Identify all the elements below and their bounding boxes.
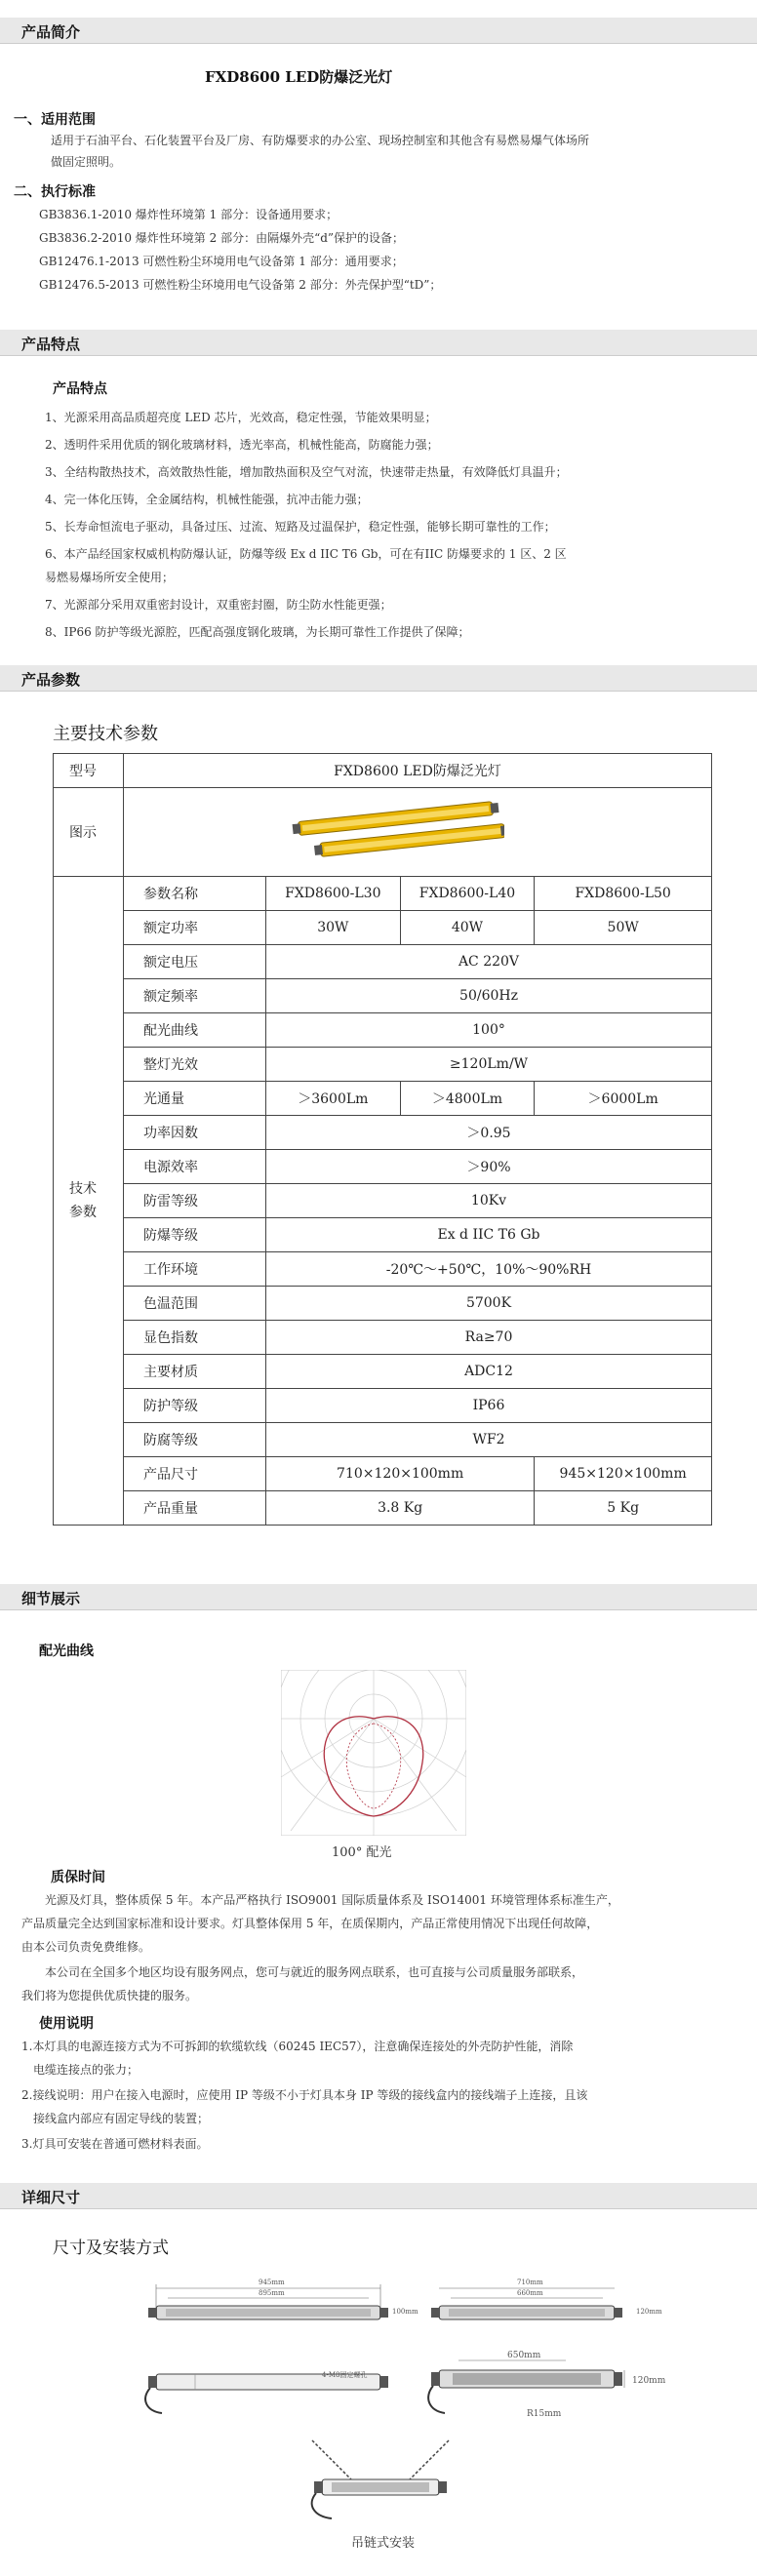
standard-heading: 二、执行标准	[14, 184, 96, 200]
param-label: 显色指数	[124, 1321, 266, 1355]
tech-params-label	[54, 877, 124, 1526]
param-value: WF2	[266, 1423, 712, 1457]
light-distribution-diagram	[281, 1670, 466, 1836]
spec-heading: 主要技术参数	[53, 724, 158, 744]
scope-line: 做固定照明。	[51, 155, 122, 169]
warranty-heading: 质保时间	[51, 1870, 105, 1885]
feature-item: 8、IP66 防护等级光源腔，匹配高强度钢化玻璃，为长期可靠性工作提供了保障；	[45, 625, 470, 639]
dim-895: 895mm	[259, 2289, 285, 2297]
weight-value: 5 Kg	[535, 1491, 712, 1526]
weight-value: 3.8 Kg	[266, 1491, 535, 1526]
section-features-header	[0, 330, 757, 356]
section-title: 产品特点	[21, 336, 81, 353]
flux-value: ＞6000Lm	[535, 1082, 712, 1116]
power-value: 50W	[535, 911, 712, 945]
power-value: 40W	[400, 911, 535, 945]
scope-heading: 一、适用范围	[14, 112, 96, 128]
light-curve-heading: 配光曲线	[39, 1644, 94, 1659]
usage-line: 电缆连接点的张力；	[33, 2063, 139, 2077]
param-value: ADC12	[266, 1355, 712, 1389]
chain-installation-drawing	[293, 2435, 468, 2522]
param-value: ＞90%	[266, 1150, 712, 1184]
section-title: 产品简介	[21, 23, 81, 41]
dim-710: 710mm	[517, 2279, 543, 2286]
param-name-label: 参数名称	[124, 877, 266, 911]
section-details-header	[0, 1584, 757, 1610]
dim-120-side: 120mm	[632, 2376, 666, 2386]
usage-line: 接线盒内部应有固定导线的装置；	[33, 2112, 210, 2125]
product-image-cell	[124, 788, 712, 877]
light-curve-caption: 100° 配光	[332, 1845, 392, 1860]
product-title: FXD8600 LED防爆泛光灯	[205, 68, 393, 86]
param-label: 色温范围	[124, 1287, 266, 1321]
param-label: 电源效率	[124, 1150, 266, 1184]
usage-line: 3.灯具可安装在普通可燃材料表面。	[21, 2137, 209, 2151]
model-l40: FXD8600-L40	[400, 877, 535, 911]
param-label: 主要材质	[124, 1355, 266, 1389]
standard-line: GB12476.1-2013 可燃性粉尘环境用电气设备第 1 部分：通用要求；	[39, 255, 404, 268]
image-label: 图示	[54, 788, 124, 877]
warranty-line: 本公司在全国多个地区均设有服务网点，您可与就近的服务网点联系，也可直接与公司质量服务部联系，	[45, 1965, 584, 1979]
weight-label: 产品重量	[124, 1491, 266, 1526]
spec-table	[53, 753, 712, 1526]
param-label: 整灯光效	[124, 1048, 266, 1082]
warranty-line: 光源及灯具，整体质保 5 年。本产品严格执行 ISO9001 国际质量体系及 ISO14001 环境管理体系标准生产，	[45, 1893, 619, 1907]
model-l50: FXD8600-L50	[535, 877, 712, 911]
param-value: AC 220V	[266, 945, 712, 979]
feature-item: 1、光源采用高品质超亮度 LED 芯片，光效高，稳定性强，节能效果明显；	[45, 411, 437, 424]
feature-item: 5、长寿命恒流电子驱动，具备过压、过流、短路及过温保护，稳定性强，能够长期可靠性的工作；	[45, 520, 556, 534]
section-dimensions-header	[0, 2183, 757, 2209]
param-value: 5700K	[266, 1287, 712, 1321]
param-value: 100°	[266, 1013, 712, 1048]
dimensions-heading: 尺寸及安装方式	[53, 2239, 169, 2258]
standard-line: GB3836.1-2010 爆炸性环境第 1 部分：设备通用要求；	[39, 208, 339, 221]
power-value: 30W	[266, 911, 401, 945]
feature-item: 易燃易爆场所安全使用；	[45, 571, 175, 584]
dim-945: 945mm	[259, 2279, 285, 2286]
dim-660: 660mm	[517, 2289, 543, 2297]
flux-value: ＞3600Lm	[266, 1082, 401, 1116]
param-label: 配光曲线	[124, 1013, 266, 1048]
param-label: 功率因数	[124, 1116, 266, 1150]
standard-line: GB12476.5-2013 可燃性粉尘环境用电气设备第 2 部分：外壳保护型“tD”；	[39, 278, 442, 292]
param-label: 防爆等级	[124, 1218, 266, 1252]
param-value: ＞0.95	[266, 1116, 712, 1150]
standard-line: GB3836.2-2010 爆炸性环境第 2 部分：由隔爆外壳“d”保护的设备；	[39, 231, 405, 245]
param-value: Ex d IIC T6 Gb	[266, 1218, 712, 1252]
param-label: 防雷等级	[124, 1184, 266, 1218]
section-title: 细节展示	[21, 1590, 81, 1607]
section-intro-header	[0, 18, 757, 44]
param-value: Ra≥70	[266, 1321, 712, 1355]
feature-item: 6、本产品经国家权威机构防爆认证，防爆等级 Ex d IIC T6 Gb，可在有IIC 防爆要求的 1 区、2 区	[45, 547, 567, 561]
size-label: 产品尺寸	[124, 1457, 266, 1491]
param-label: 额定频率	[124, 979, 266, 1013]
param-value: ≥120Lm/W	[266, 1048, 712, 1082]
warranty-line: 产品质量完全达到国家标准和设计要求。灯具整体保用 5 年，在质保期内，产品正常使用情况下出现任何故障，	[21, 1917, 599, 1930]
product-image	[290, 798, 504, 866]
param-label: 额定电压	[124, 945, 266, 979]
param-label: 防腐等级	[124, 1423, 266, 1457]
model-value: FXD8600 LED防爆泛光灯	[124, 754, 712, 788]
tech-label-1: 技术	[69, 1181, 97, 1197]
size-value: 710×120×100mm	[266, 1457, 535, 1491]
flux-label: 光通量	[124, 1082, 266, 1116]
section-title: 详细尺寸	[21, 2189, 81, 2206]
feature-item: 7、光源部分采用双重密封设计，双重密封圈，防尘防水性能更强；	[45, 598, 392, 612]
scope-line: 适用于石油平台、石化装置平台及厂房、有防爆要求的办公室、现场控制室和其他含有易燃易爆气体场所	[51, 134, 590, 147]
feature-item: 3、全结构散热技术，高效散热性能，增加散热面积及空气对流，快速带走热量，有效降低灯具温升；	[45, 465, 568, 479]
param-value: 10Kv	[266, 1184, 712, 1218]
usage-line: 2.接线说明：用户在接入电源时，应使用 IP 等级不小于灯具本身 IP 等级的接线盒内的接线端子上连接，且该	[21, 2088, 588, 2102]
screw-note: 4-M8固定螺孔	[322, 2371, 368, 2379]
model-l30: FXD8600-L30	[266, 877, 401, 911]
param-label: 工作环境	[124, 1252, 266, 1287]
flux-value: ＞4800Lm	[400, 1082, 535, 1116]
usage-line: 1.本灯具的电源连接方式为不可拆卸的软缆软线（60245 IEC57），注意确保连接处的外壳防护性能，消除	[21, 2040, 574, 2053]
size-value: 945×120×100mm	[535, 1457, 712, 1491]
dim-650: 650mm	[507, 2351, 541, 2360]
dim-r15: R15mm	[527, 2409, 562, 2419]
param-value: IP66	[266, 1389, 712, 1423]
warranty-line: 由本公司负责免费维修。	[21, 1940, 151, 1954]
tech-label-2: 参数	[69, 1205, 97, 1220]
param-value: 50/60Hz	[266, 979, 712, 1013]
dimension-drawing-side	[137, 2360, 400, 2419]
dim-120: 120mm	[636, 2308, 662, 2316]
feature-item: 2、透明件采用优质的钢化玻璃材料，透光率高，机械性能高，防腐能力强；	[45, 438, 439, 452]
features-heading: 产品特点	[53, 381, 107, 397]
section-title: 产品参数	[21, 671, 81, 689]
param-value: -20℃～+50℃，10%～90%RH	[266, 1252, 712, 1287]
model-label: 型号	[54, 754, 124, 788]
feature-item: 4、完一体化压铸，全金属结构，机械性能强，抗冲击能力强；	[45, 493, 369, 506]
usage-heading: 使用说明	[39, 2016, 94, 2032]
warranty-line: 我们将为您提供优质快捷的服务。	[21, 1989, 198, 2002]
dim-100: 100mm	[392, 2308, 418, 2316]
section-params-header	[0, 665, 757, 692]
param-label: 防护等级	[124, 1389, 266, 1423]
power-label: 额定功率	[124, 911, 266, 945]
chain-installation-caption: 吊链式安装	[351, 2536, 416, 2551]
